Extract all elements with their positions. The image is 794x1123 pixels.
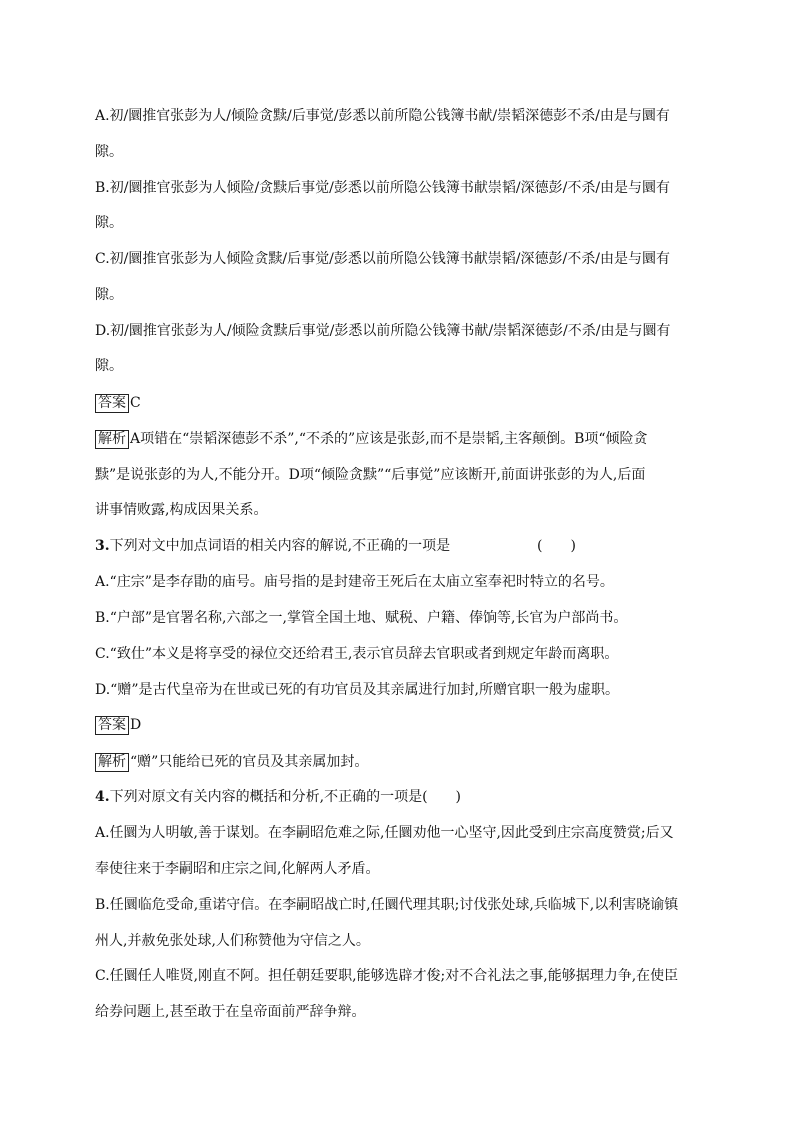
analysis-text: A项错在“崇韬深德彭不杀”,“不杀的”应该是张彭,而不是崇韬,主客颠倒。B项“倾险贪 bbox=[130, 431, 648, 447]
q4-stem-text: 下列对原文有关内容的概括和分析,不正确的一项是( ) bbox=[109, 789, 461, 805]
q4-option-b-line2: 州人,并赦免张处球,人们称赞他为守信之人。 bbox=[95, 933, 370, 949]
q2-option-c-line1: C.初/圜推官张彭为人倾险贪黩/后事觉/彭悉以前所隐公钱簿书献崇韬/深德彭/不杀/由是与圜有 bbox=[95, 251, 670, 267]
analysis-text: “赠”只能给已死的官员及其亲属加封。 bbox=[130, 754, 369, 770]
answer-label: 答案 bbox=[95, 394, 129, 413]
q3-option-b: B.“户部”是官署名称,六部之一,掌管全国土地、赋税、户籍、俸饷等,长官为户部尚书。 bbox=[95, 610, 628, 626]
q4-option-c-line1: C.任圜任人唯贤,刚直不阿。担任朝廷要职,能够选辟才俊;对不合礼法之事,能够据理力争,在使臣 bbox=[95, 968, 679, 984]
answer-label: 答案 bbox=[95, 716, 129, 735]
analysis-label: 解析 bbox=[95, 430, 129, 449]
q3-option-a: A.“庄宗”是李存勖的庙号。庙号指的是封建帝王死后在太庙立室奉祀时特立的名号。 bbox=[95, 574, 614, 590]
analysis-label: 解析 bbox=[95, 753, 129, 772]
q3-analysis bbox=[95, 752, 695, 772]
q3-answer-blank: ( ) bbox=[537, 538, 576, 554]
q2-option-a-line2: 隙。 bbox=[95, 144, 123, 160]
q3-option-c: C.“致仕”本义是将享受的禄位交还给君王,表示官员辞去官职或者到规定年龄而离职。 bbox=[95, 646, 619, 662]
q2-option-a-line1: A.初/圜推官张彭为人/倾险贪黩/后事觉/彭悉以前所隐公钱簿书献/崇韬深德彭不杀/由是与圜有 bbox=[95, 108, 670, 124]
q4-option-c-line2: 给券问题上,甚至敢于在皇帝面前严辞争辩。 bbox=[95, 1004, 366, 1020]
q4-stem bbox=[95, 787, 695, 807]
q3-stem-text: 下列对文中加点词语的相关内容的解说,不正确的一项是 bbox=[109, 538, 451, 554]
answer-value: C bbox=[130, 395, 141, 411]
q2-analysis-line1 bbox=[95, 429, 695, 449]
q4-option-b-line1: B.任圜临危受命,重诺守信。在李嗣昭战亡时,任圜代理其职;讨伐张处球,兵临城下,以利害晓谕镇 bbox=[95, 897, 679, 913]
q2-answer bbox=[95, 393, 695, 413]
q2-analysis-line3: 讲事情败露,构成因果关系。 bbox=[95, 502, 268, 518]
q3-answer bbox=[95, 715, 695, 735]
q3-option-d: D.“赠”是古代皇帝为在世或已死的有功官员及其亲属进行加封,所赠官职一般为虚职。 bbox=[95, 682, 619, 698]
q4-option-a-line1: A.任圜为人明敏,善于谋划。在李嗣昭危难之际,任圜劝他一心坚守,因此受到庄宗高度赞赏;后又 bbox=[95, 825, 674, 841]
q2-option-b-line1: B.初/圜推官张彭为人倾险/贪黩后事觉/彭悉以前所隐公钱簿书献崇韬/深德彭/不杀/由是与圜有 bbox=[95, 180, 671, 196]
q4-number: 4. bbox=[95, 789, 110, 805]
q4-option-a-line2: 奉使往来于李嗣昭和庄宗之间,化解两人矛盾。 bbox=[95, 861, 380, 877]
q2-option-d-line1: D.初/圜推官张彭为人/倾险贪黩后事觉/彭悉以前所隐公钱簿书献/崇韬深德彭/不杀/由是与圜有 bbox=[95, 323, 671, 339]
q2-analysis-line2: 黩”是说张彭的为人,不能分开。D项“倾险贪黩”“后事觉”应该断开,前面讲张彭的为人,后面 bbox=[95, 467, 646, 483]
answer-value: D bbox=[130, 717, 142, 733]
q3-number: 3. bbox=[95, 538, 110, 554]
q2-option-b-line2: 隙。 bbox=[95, 215, 123, 231]
q2-option-d-line2: 隙。 bbox=[95, 358, 123, 374]
q3-stem bbox=[95, 536, 695, 556]
q2-option-c-line2: 隙。 bbox=[95, 287, 123, 303]
